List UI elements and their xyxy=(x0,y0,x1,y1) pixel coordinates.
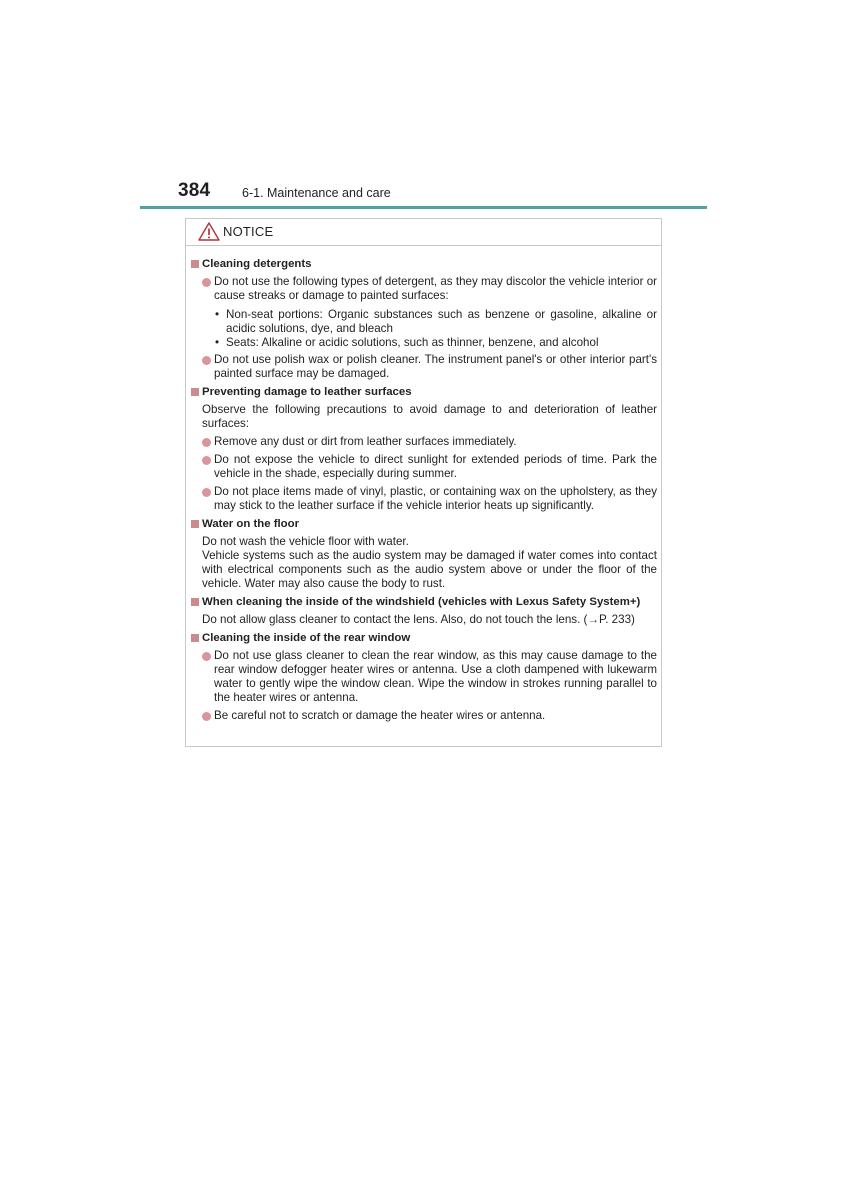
section-heading: Water on the floor xyxy=(186,517,663,531)
warning-triangle-icon xyxy=(198,222,220,241)
dot-bullet-icon xyxy=(202,438,211,447)
square-bullet-icon xyxy=(191,520,199,528)
square-bullet-icon xyxy=(191,260,199,268)
dot-bullet-icon xyxy=(202,278,211,287)
notice-box xyxy=(185,218,662,747)
middot-bullet-icon: • xyxy=(215,308,220,321)
list-item: Do not use the following types of detergent, as they may discolor the vehicle interior or cause streaks or damage to painted surfaces: xyxy=(186,275,663,303)
header-rule xyxy=(140,206,707,209)
square-bullet-icon xyxy=(191,388,199,396)
notice-label: NOTICE xyxy=(223,224,274,239)
list-item: Do not place items made of vinyl, plastic, or containing wax on the upholstery, as they may stick to the leather surface if the vehicle interior heats up significantly. xyxy=(186,485,663,513)
list-item: Do not use glass cleaner to clean the rear window, as this may cause damage to the rear window defogger heater wires or antenna. Use a cloth dampened with lukewarm water to gently wipe the window clean. Wipe the window in strokes running parallel to the heater wires or antenna. xyxy=(186,649,663,705)
page-number: 384 xyxy=(178,180,211,201)
paragraph: Observe the following precautions to avoid damage to and deterioration of leather surfaces: xyxy=(202,403,657,430)
sub-list-item: • Non-seat portions: Organic substances such as benzene or gasoline, alkaline or acidic solutions, dye, and bleach xyxy=(215,308,657,335)
list-item: Do not use polish wax or polish cleaner. The instrument panel's or other interior part's painted surface may be damaged. xyxy=(186,353,663,381)
list-item: Remove any dust or dirt from leather surfaces immediately. xyxy=(186,435,663,449)
notice-content xyxy=(186,257,663,727)
sub-list-item: • Seats: Alkaline or acidic solutions, such as thinner, benzene, and alcohol xyxy=(215,336,599,349)
section-heading: Preventing damage to leather surfaces xyxy=(186,385,663,399)
section-heading: Cleaning detergents xyxy=(186,257,663,271)
dot-bullet-icon xyxy=(202,652,211,661)
paragraph: Do not wash the vehicle floor with water. xyxy=(202,535,409,548)
list-item: Do not expose the vehicle to direct sunlight for extended periods of time. Park the vehicle in the shade, especially during summer. xyxy=(186,453,663,481)
list-item: Be careful not to scratch or damage the heater wires or antenna. xyxy=(186,709,663,723)
square-bullet-icon xyxy=(191,634,199,642)
square-bullet-icon xyxy=(191,598,199,606)
dot-bullet-icon xyxy=(202,356,211,365)
notice-header xyxy=(186,219,661,246)
paragraph: Vehicle systems such as the audio system may be damaged if water comes into contact with electrical components such as the audio system above or under the floor of the vehicle. Water may also cause the body to rust. xyxy=(202,549,657,590)
section-heading: When cleaning the inside of the windshield (vehicles with Lexus Safety System+) xyxy=(186,595,663,609)
section-heading: Cleaning the inside of the rear window xyxy=(186,631,663,645)
paragraph: Do not allow glass cleaner to contact the lens. Also, do not touch the lens. (→P. 233) xyxy=(202,613,635,626)
middot-bullet-icon: • xyxy=(215,336,220,349)
dot-bullet-icon xyxy=(202,712,211,721)
dot-bullet-icon xyxy=(202,488,211,497)
dot-bullet-icon xyxy=(202,456,211,465)
section-title: 6-1. Maintenance and care xyxy=(242,186,391,200)
